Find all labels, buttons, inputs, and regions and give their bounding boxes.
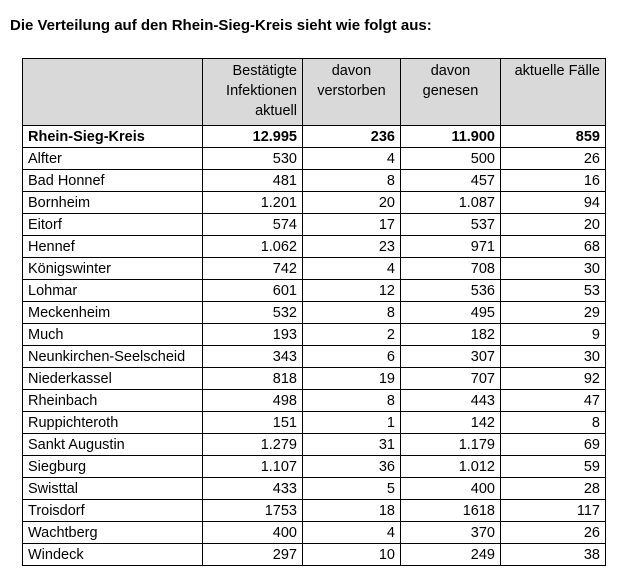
confirmed-infections: 574 [203,214,303,236]
current-cases: 30 [501,346,606,368]
municipality-name: Hennef [23,236,203,258]
deceased: 4 [303,258,401,280]
current-cases: 8 [501,412,606,434]
deceased: 2 [303,324,401,346]
table-row [23,148,606,170]
municipality-name: Troisdorf [23,500,203,522]
table-row [23,522,606,544]
municipality-name: Windeck [23,544,203,566]
deceased: 19 [303,368,401,390]
confirmed-infections: 1.062 [203,236,303,258]
current-cases: 16 [501,170,606,192]
current-cases: 94 [501,192,606,214]
recovered: 537 [401,214,501,236]
deceased: 5 [303,478,401,500]
municipality-name: Sankt Augustin [23,434,203,456]
deceased: 6 [303,346,401,368]
recovered: 1.087 [401,192,501,214]
current-cases: 38 [501,544,606,566]
table-row [23,258,606,280]
current-cases: 30 [501,258,606,280]
current-cases: 68 [501,236,606,258]
recovered: 142 [401,412,501,434]
municipality-name: Wachtberg [23,522,203,544]
deceased: 8 [303,302,401,324]
recovered: 708 [401,258,501,280]
deceased: 1 [303,412,401,434]
confirmed-infections: 1.107 [203,456,303,478]
municipality-name: Eitorf [23,214,203,236]
deceased: 10 [303,544,401,566]
municipality-name: Ruppichteroth [23,412,203,434]
confirmed-infections: 742 [203,258,303,280]
confirmed-infections: 297 [203,544,303,566]
table-row [23,390,606,412]
deceased: 20 [303,192,401,214]
total-row [23,126,606,148]
municipality-name: Bad Honnef [23,170,203,192]
confirmed-infections: 400 [203,522,303,544]
table-row [23,500,606,522]
table-row [23,170,606,192]
current-cases: 117 [501,500,606,522]
municipality-name: Bornheim [23,192,203,214]
recovered: 443 [401,390,501,412]
recovered: 400 [401,478,501,500]
confirmed-infections: 343 [203,346,303,368]
confirmed-infections: 151 [203,412,303,434]
confirmed-infections: 498 [203,390,303,412]
recovered: 370 [401,522,501,544]
recovered: 1618 [401,500,501,522]
current-cases: 47 [501,390,606,412]
table-header-row [23,59,606,126]
recovered: 495 [401,302,501,324]
table-row [23,214,606,236]
recovered: 536 [401,280,501,302]
recovered: 307 [401,346,501,368]
total-deceased: 236 [303,126,401,148]
total-current: 859 [501,126,606,148]
table-row [23,434,606,456]
recovered: 707 [401,368,501,390]
municipality-name: Much [23,324,203,346]
confirmed-infections: 193 [203,324,303,346]
municipality-name: Swisttal [23,478,203,500]
municipality-name: Rheinbach [23,390,203,412]
municipality-name: Meckenheim [23,302,203,324]
infection-table [22,58,606,566]
table-row [23,280,606,302]
confirmed-infections: 818 [203,368,303,390]
current-cases: 29 [501,302,606,324]
current-cases: 26 [501,148,606,170]
deceased: 12 [303,280,401,302]
header-recovered: davon genesen [401,59,501,126]
deceased: 31 [303,434,401,456]
current-cases: 69 [501,434,606,456]
municipality-name: Niederkassel [23,368,203,390]
total-confirmed: 12.995 [203,126,303,148]
confirmed-infections: 532 [203,302,303,324]
confirmed-infections: 601 [203,280,303,302]
table-row [23,368,606,390]
current-cases: 92 [501,368,606,390]
municipality-name: Königswinter [23,258,203,280]
deceased: 17 [303,214,401,236]
deceased: 8 [303,390,401,412]
total-recovered: 11.900 [401,126,501,148]
table-row [23,478,606,500]
deceased: 4 [303,148,401,170]
table-row [23,192,606,214]
recovered: 1.012 [401,456,501,478]
table-row [23,236,606,258]
table-row [23,456,606,478]
table-row [23,324,606,346]
deceased: 8 [303,170,401,192]
municipality-name: Alfter [23,148,203,170]
table-row [23,544,606,566]
current-cases: 59 [501,456,606,478]
table-row [23,412,606,434]
municipality-name: Lohmar [23,280,203,302]
page-heading: Die Verteilung auf den Rhein-Sieg-Kreis sieht wie folgt aus: [10,17,432,34]
deceased: 18 [303,500,401,522]
confirmed-infections: 433 [203,478,303,500]
table-row [23,346,606,368]
header-current-cases: aktuelle Fälle [501,59,606,126]
total-name: Rhein-Sieg-Kreis [23,126,203,148]
current-cases: 53 [501,280,606,302]
header-deceased: davon verstorben [303,59,401,126]
confirmed-infections: 530 [203,148,303,170]
recovered: 971 [401,236,501,258]
municipality-name: Siegburg [23,456,203,478]
confirmed-infections: 1753 [203,500,303,522]
municipality-name: Neunkirchen-Seelscheid [23,346,203,368]
header-municipality [23,59,203,126]
deceased: 36 [303,456,401,478]
recovered: 1.179 [401,434,501,456]
confirmed-infections: 1.279 [203,434,303,456]
recovered: 182 [401,324,501,346]
deceased: 23 [303,236,401,258]
recovered: 249 [401,544,501,566]
header-confirmed-infections: Bestätigte Infektionen aktuell [203,59,303,126]
current-cases: 26 [501,522,606,544]
deceased: 4 [303,522,401,544]
confirmed-infections: 1.201 [203,192,303,214]
table-row [23,302,606,324]
current-cases: 20 [501,214,606,236]
recovered: 500 [401,148,501,170]
recovered: 457 [401,170,501,192]
current-cases: 9 [501,324,606,346]
current-cases: 28 [501,478,606,500]
confirmed-infections: 481 [203,170,303,192]
